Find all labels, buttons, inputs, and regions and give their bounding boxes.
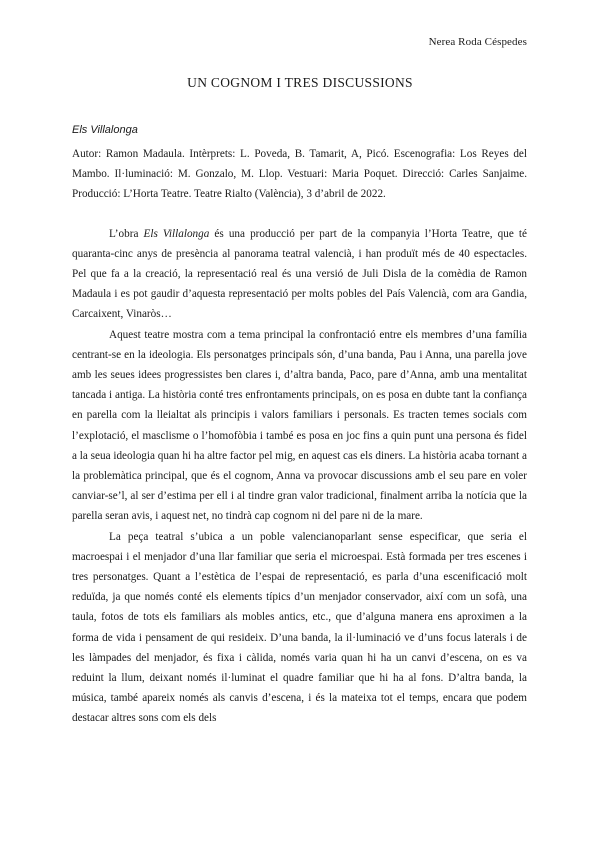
document-title: UN COGNOM I TRES DISCUSSIONS (187, 75, 413, 90)
paragraph-staging: La peça teatral s’ubica a un poble valencianoparlant sense especificar, que seria el macroespai i el menjador d’una llar familiar que seria el microespai. Està formada per tres escenes i tres personatges. Quant a l’estètica de l’espai de representació, es parla d’una escenificació molt reduïda, ja que només conté els elements típics d’un menjador conservador, així com un sofà, una taula, fotos de tots els familiars als mobles antics, etc., que d’alguna manera ens aproximen a la forma de vida i pensament de qui resideix. D’una banda, la il·luminació ve d’uns focus laterals i de les làmpades del menjador, és fixa i càlida, només varia quan hi ha un canvi d’escena, on es va reduint la llum, deixant només il·luminat el quadre familiar que hi ha al fons. D’altra banda, la música, també apareix només als canvis d’escena, i és la mateixa tot el temps, encara que podem destacar altres sons com els dels (72, 530, 527, 725)
body-text (72, 224, 527, 729)
document-content (72, 120, 527, 729)
paragraph-intro (72, 224, 527, 325)
paragraph-intro-lead: L’obra (109, 227, 144, 240)
paragraph-theme: Aquest teatre mostra com a tema principal la confrontació entre els membres d’una família centrant-se en la ideologia. Els personatges principals són, d’una banda, Pau i Anna, una parella jove amb les seues idees progressistes ben clares i, d’altra banda, Paco, pare d’Anna, amb una mentalitat tancada i antiga. La història conté tres enfrontaments principals, on es posa en dubte tant la confiança en parella com la lleialtat als principis i valors familiars i personals. Es tracten temes socials com l’explotació, el masclisme o l’homofòbia i també es posa en joc fins a quin punt una persona és fidel a la seua ideologia quan hi ha altre factor pel mig, en aquest cas els diners. La història acaba tornant a la problemàtica principal, que és el cognom, Anna va provocar discussions amb el seu pare en voler canviar-se’l, al ser d’estima per ell i al tindre gran valor tradicional, finalment arriba la notícia que la parella seran avis, i aquest net, no tindrà cap cognom ni del pare ni de la mare. (72, 328, 527, 523)
credits-paragraph: Autor: Ramon Madaula. Intèrprets: L. Poveda, B. Tamarit, A, Picó. Escenografia: Los Reyes del Mambo. Il·luminació: M. Gonzalo, M. Llop. Vestuari: Maria Poquet. Direcció: Carles Sanjaime. Producció: L’Horta Teatre. Teatre Rialto (València), 3 d’abril de 2022. (72, 148, 527, 201)
work-title: Els Villalonga (72, 124, 138, 136)
paragraph-intro-rest: és una producció per part de la companyia l’Horta Teatre, que té quaranta-cinc anys de presència al panorama teatral valencià, i han produït més de 40 espectacles. Pel que fa a la creació, la representació real és una versió de Juli Disla de la comèdia de Ramon Madaula i es pot gaudir d’aquesta representació per molts pobles del País Valencià, com ara Gandia, Carcaixent, Vinaròs… (72, 227, 528, 321)
author-header: Nerea Roda Céspedes (428, 36, 527, 48)
paragraph-intro-work-title: Els Villalonga (143, 227, 210, 240)
